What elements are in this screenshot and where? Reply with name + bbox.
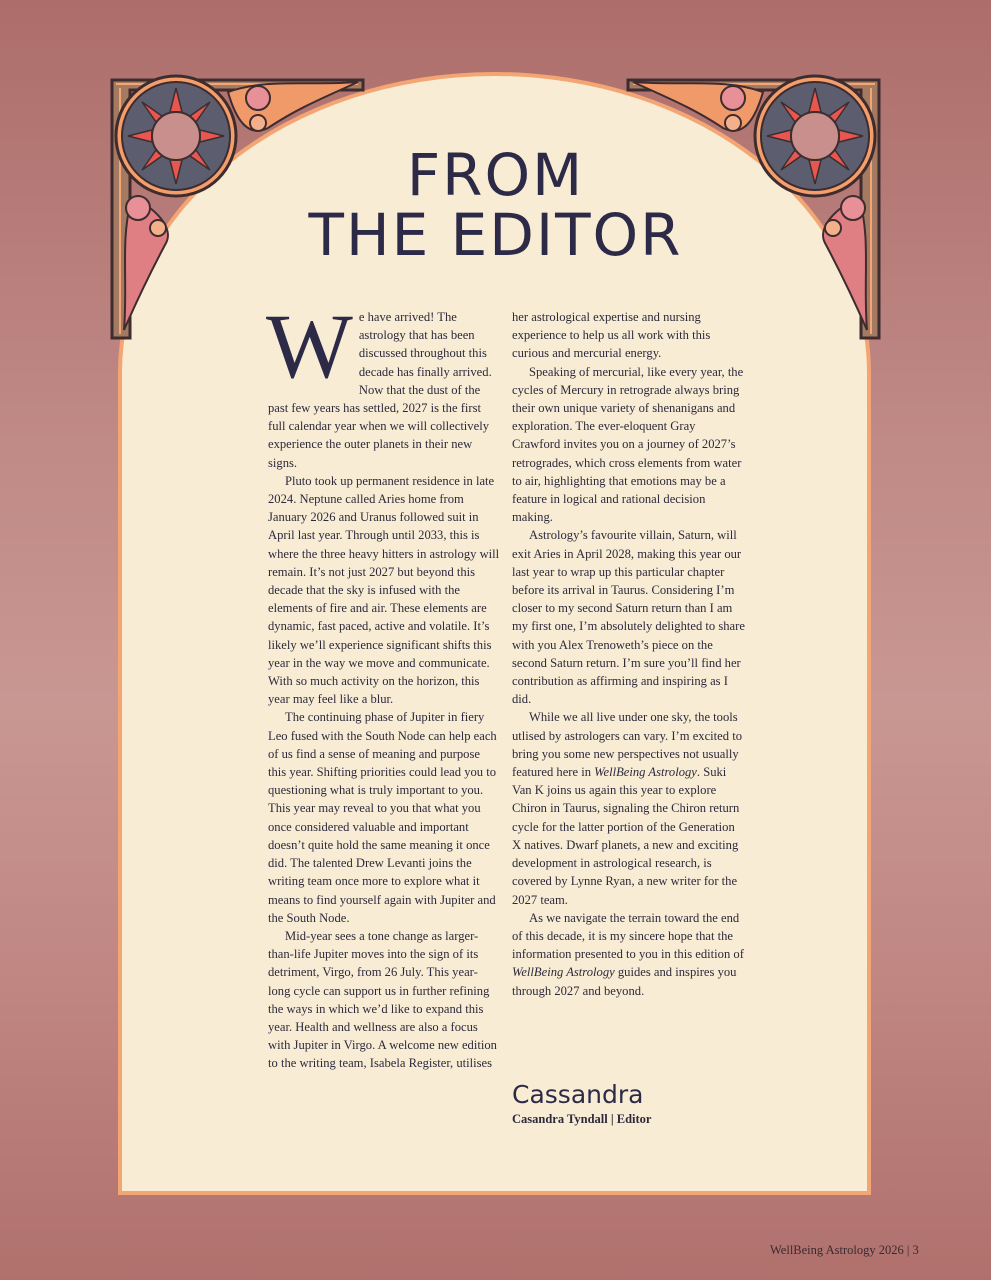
- page-footer: WellBeing Astrology 2026 | 3: [770, 1243, 919, 1257]
- paragraph: [512, 909, 746, 1000]
- paragraph: Astrology’s favourite villain, Saturn, will exit Aries in April 2028, making this year our last year to wrap up this particular chapter before its arrival in Taurus. Considering I’m closer to my second Saturn return than I am my first one, I’m absolutely delighted to share with you Alex Trenoweth’s piece on the second Saturn return. I’m sure you’ll find her contribution as affirming and inspiring as I did.: [512, 528, 745, 707]
- publication-title: WellBeing Astrology: [512, 965, 615, 980]
- paragraph-text: e have arrived! The astrology that has been discussed throughout this decade has finally arrived. Now that the dust of the past few years has settled, 2027 is the first full calendar year when we will collectively experience the outer planets in their new signs.: [268, 310, 492, 470]
- drop-cap: W: [266, 295, 353, 397]
- paragraph: [266, 295, 500, 472]
- paragraph-text: While we all live under one sky, the tools utlised by astrologers can vary. I’m excited to bring you some new perspectives not usually featured here in: [512, 710, 742, 780]
- page-title-line1: FROM: [406, 141, 585, 209]
- paragraph: The continuing phase of Jupiter in fiery Leo fused with the South Node can help each of us find a sense of meaning and purpose this year. Shifting priorities could lead you to questioning what is truly important to you. This year may reveal to you that what you once considered valuable and important doesn’t quite hold the same meaning it once did. The talented Drew Levanti joins the writing team once more to explore what it means to find yourself again with Jupiter and the South Node.: [268, 710, 497, 925]
- paragraph: her astrological expertise and nursing experience to help us all work with this curious and mercurial energy.: [512, 310, 711, 361]
- paragraph: Speaking of mercurial, like every year, the cycles of Mercury in retrograde always bring their own unique variety of shenanigans and exploration. The ever-eloquent Gray Crawford invites you on a journey of 2027’s retrogrades, which cross elements from water to air, highlighting that emotions may be a feature in logical and rational decision making.: [512, 364, 744, 525]
- paragraph: [512, 708, 746, 908]
- paragraph-text: . Suki Van K joins us again this year to explore Chiron in Taurus, signaling the Chiron return cycle for the latter portion of the Generation X natives. Dwarf planets, a new and exciting development in astrological research, is covered by Lynne Ryan, a new writer for the 2027 team.: [512, 765, 740, 907]
- page-title-line2: THE EDITOR: [308, 201, 683, 269]
- paragraph: Pluto took up permanent residence in late 2024. Neptune called Aries home from January 2026 and Uranus followed suit in April last year. Through until 2033, this is where the three heavy hitters in astrology will remain. It’s not just 2027 but beyond this decade that the sky is infused with the elements of fire and air. These elements are dynamic, fast paced, active and volatile. It’s likely we’ll experience significant shifts this year in the way we move and communicate. With so much activity on the horizon, this year may feel like a blur.: [268, 473, 500, 707]
- paragraph: Mid-year sees a tone change as larger-than-life Jupiter moves into the sign of its detriment, Virgo, from 26 July. This year-long cycle can support us in further refining the ways in which we’d like to expand this year. Health and wellness are also a focus with Jupiter in Virgo. A welcome new edition to the writing team, Isabela Register, utilises: [268, 928, 497, 1071]
- text-column-right: [512, 308, 746, 1000]
- signature-credit: Casandra Tyndall | Editor: [512, 1112, 652, 1126]
- publication-title: WellBeing Astrology: [594, 765, 697, 780]
- signature-name: Cassandra: [512, 1080, 644, 1109]
- paragraph-text: As we navigate the terrain toward the end of this decade, it is my sincere hope that the information presented to you in this edition of: [512, 910, 744, 962]
- text-column-left: [266, 295, 500, 1073]
- paragraph-text: guides and inspires you through 2027 and beyond.: [512, 965, 737, 998]
